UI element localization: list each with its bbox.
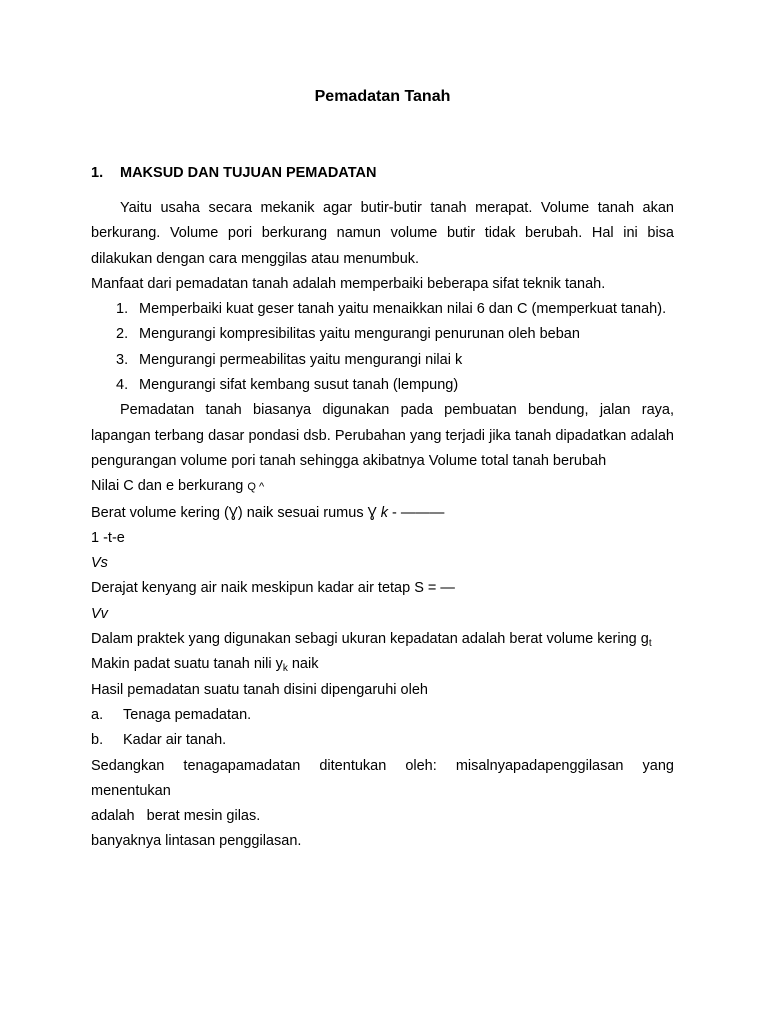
praktek-text: Dalam praktek yang digunakan sebagi ukuran kepadatan adalah berat volume kering g [91,631,649,648]
berat-text: Berat volume kering (Ɣ) naik sesuai rumus Ɣ [91,504,377,521]
list-item [91,348,674,373]
section-heading [91,165,376,181]
berat-dash: - ——— [391,504,445,521]
list-item [91,322,674,347]
paragraph-benefits-intro: Manfaat dari pemadatan tanah adalah memperbaiki beberapa sifat teknik tanah. [91,275,606,292]
list-item-text: Memperbaiki kuat geser tanah yaitu menaikkan nilai 6 dan C (memperkuat tanah). [139,301,667,318]
praktek-subscript: t [648,638,652,650]
formula-vv: Vv [91,605,108,622]
line-praktek [91,627,674,652]
document-title: Pemadatan Tanah [314,88,451,105]
line-hasil: Hasil pemadatan suatu tanah disini dipengaruhi oleh [91,681,428,698]
berat-k: k [380,504,388,521]
line-banyaknya: banyaknya lintasan penggilasan. [91,833,302,850]
list-item-number: 1. [116,301,129,318]
line-nilai [91,474,674,500]
line-berat-volume [91,501,674,526]
makin-subscript: k [282,663,288,675]
line-makin [91,652,674,677]
line-sedangkan: Sedangkan tenagapamadatan ditentukan oleh: misalnyapadapenggilasan yang menentukan [91,757,674,799]
formula-vs: Vs [91,555,108,572]
list-item-text: Mengurangi sifat kembang susut tanah (lempung) [139,377,459,394]
list-item [91,373,674,398]
formula-denominator: 1 -t-e [91,529,125,546]
list-item-number: 3. [116,351,129,368]
makin-text: Makin padat suatu tanah nili y [91,656,283,673]
paragraph-definition: Yaitu usaha secara mekanik agar butir-butir tanah merapat. Volume tanah akan berkurang. Volume pori berkurang namun volume butir tidak berubah. Hal ini bisa dilakukan dengan cara menggilas atau menumbuk. [91,200,674,267]
list-item-number: 2. [116,326,129,343]
benefits-list [91,297,674,398]
line-derajat: Derajat kenyang air naik meskipun kadar air tetap S = — [91,580,455,597]
list-item-text: Mengurangi kompresibilitas yaitu mengurangi penurunan oleh beban [139,326,580,343]
list-item [91,297,674,322]
nilai-symbols: Q ^ [247,481,265,494]
document-body [91,196,674,855]
nilai-text: Nilai C dan e berkurang [91,478,244,495]
line-adalah: adalah berat mesin gilas. [91,808,261,825]
list-item-letter: a. [91,706,104,723]
paragraph-usage: Pemadatan tanah biasanya digunakan pada pembuatan bendung, jalan raya, lapangan terbang dasar pondasi dsb. Perubahan yang terjadi jika tanah dipadatkan adalah pengurangan volume pori tanah sehingga akibatnya Volume total tanah berubah [91,402,674,469]
list-item-text: Kadar air tanah. [123,732,227,749]
factors-list [91,703,674,754]
section-heading-text: MAKSUD DAN TUJUAN PEMADATAN [120,165,377,181]
list-item-number: 4. [116,377,129,394]
list-item-text: Mengurangi permeabilitas yaitu mengurangi nilai k [139,351,463,368]
list-item [91,728,674,753]
section-number: 1. [91,165,104,181]
list-item-text: Tenaga pemadatan. [123,706,252,723]
list-item-letter: b. [91,732,104,749]
makin-text-end: naik [287,656,319,673]
list-item [91,703,674,728]
